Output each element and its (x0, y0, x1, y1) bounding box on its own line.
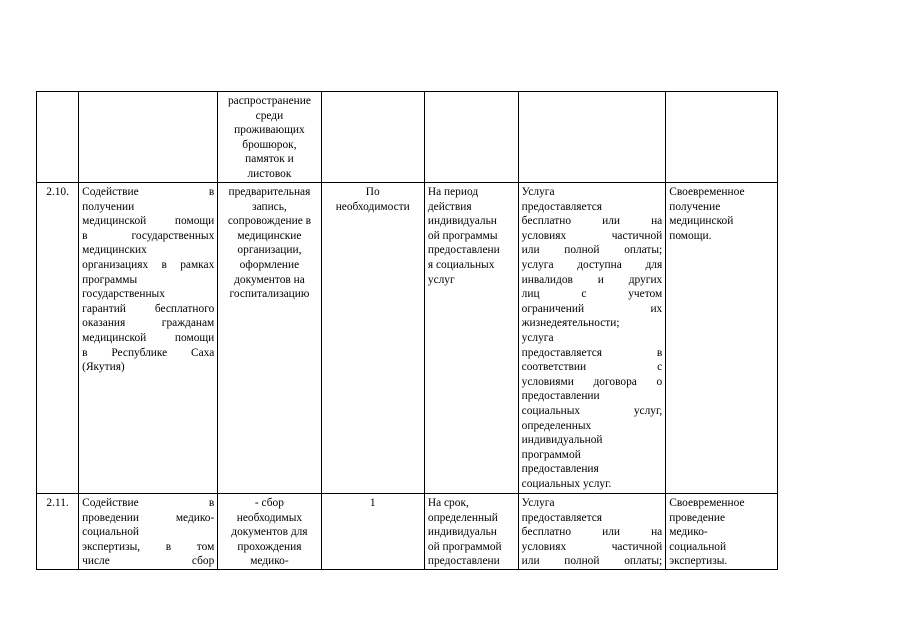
service-name-line: проведении медико- (82, 511, 215, 524)
service-content-line: проживающих (234, 124, 305, 137)
service-content-line: распространение (227, 95, 311, 107)
service-name-line: организациях в рамках (82, 258, 215, 271)
service-name-line: Содействие в (82, 497, 215, 509)
service-conditions-cell (518, 92, 666, 183)
service-name-line: получении (82, 200, 135, 213)
service-conditions-line: или полной оплаты; (521, 555, 663, 568)
service-term-cell (424, 494, 518, 570)
service-content-line: сопровождение в (227, 215, 311, 228)
services-table (36, 91, 778, 570)
service-period-line: необходимости (335, 200, 410, 213)
service-content-line: необходимых (236, 511, 303, 524)
service-content-cell (218, 183, 321, 494)
service-result-line: экспертизы. (669, 555, 728, 568)
service-conditions-line: социальных услуг, (521, 404, 663, 417)
service-term-line: На срок, (427, 497, 469, 509)
service-name-line: медицинской помощи (82, 331, 215, 344)
service-conditions-cell (518, 494, 666, 570)
service-conditions-line: инвалидов и других (521, 273, 663, 286)
service-conditions-line: социальных услуг. (521, 477, 612, 490)
service-period-cell (321, 183, 424, 494)
service-name-line: медицинской помощи (82, 215, 215, 228)
service-result-cell (666, 92, 778, 183)
service-content-line: документов на (234, 273, 305, 286)
row-number: 2.10. (46, 186, 69, 198)
service-name-line: медицинских (82, 244, 147, 257)
service-name-line: экспертизы, в том (82, 540, 215, 553)
service-conditions-line: бесплатно или на (521, 215, 663, 228)
service-term-line: предоставлени (427, 244, 500, 257)
service-content-line: госпитализацию (229, 288, 310, 301)
service-result-line: социальной (669, 540, 727, 553)
service-conditions-cell (518, 183, 666, 494)
service-conditions-line: жизнедеятельности; (521, 317, 620, 330)
service-term-line: ой программой (427, 540, 502, 553)
service-term-line: На период (427, 186, 479, 198)
service-result-line: медико- (669, 526, 708, 539)
service-content-line: организации, (237, 244, 302, 257)
service-name-line: в Республике Саха (82, 346, 215, 359)
service-content-line: запись, (252, 200, 287, 213)
service-name-line: в государственных (82, 229, 215, 242)
service-term-line: услуг (427, 273, 455, 286)
service-result-cell (666, 494, 778, 570)
service-term-line: индивидуальн (427, 215, 497, 228)
service-conditions-line: бесплатно или на (521, 526, 663, 539)
service-result-line: помощи. (669, 229, 712, 242)
service-term-cell (424, 183, 518, 494)
service-content-cell (218, 92, 321, 183)
service-term-line: действия (427, 200, 472, 213)
service-conditions-line: услуга (521, 331, 554, 344)
service-result-line: Своевременное (669, 186, 745, 198)
row-number: 2.11. (46, 497, 69, 509)
service-term-line: ой программы (427, 229, 498, 242)
service-name-line: государственных (82, 288, 165, 301)
service-content-line: оформление (239, 258, 300, 271)
row-number-cell (37, 183, 79, 494)
service-content-line: - сбор (254, 497, 284, 509)
service-content-line: медико- (250, 555, 289, 568)
service-conditions-line: предоставления (521, 463, 599, 476)
service-conditions-line: условиями договора о (521, 375, 663, 388)
service-content-line: документов для (231, 526, 308, 539)
service-conditions-line: условиях частичной (521, 540, 663, 553)
service-conditions-line: программой (521, 448, 581, 461)
service-result-line: Своевременное (669, 497, 745, 509)
service-name-cell (79, 92, 218, 183)
service-conditions-line: предоставляется (521, 200, 602, 213)
service-content-line: памяток и (245, 153, 294, 166)
service-conditions-line: Услуга (521, 186, 555, 198)
table-row (37, 183, 778, 494)
service-content-line: медицинские (237, 229, 302, 242)
service-conditions-line: предоставляется (521, 511, 602, 524)
service-result-line: получение (669, 200, 721, 213)
service-conditions-line: соответствии с (521, 361, 663, 374)
service-result-line: медицинской (669, 215, 734, 228)
service-term-line: определенный (427, 511, 498, 524)
service-name-line: программы (82, 273, 138, 286)
service-period-line: 1 (369, 497, 376, 509)
service-period-cell (321, 494, 424, 570)
table-row (37, 494, 778, 570)
table-row (37, 92, 778, 183)
service-term-line: предоставлени (427, 555, 500, 568)
service-term-cell (424, 92, 518, 183)
service-name-line: гарантий бесплатного (82, 302, 215, 315)
service-conditions-line: или полной оплаты; (521, 244, 663, 257)
service-term-line: индивидуальн (427, 526, 497, 539)
service-conditions-line: предоставляется в (521, 346, 663, 359)
service-conditions-line: услуга доступна для (521, 258, 663, 271)
service-term-line: я социальных (427, 258, 495, 271)
service-conditions-line: лиц с учетом (521, 288, 663, 301)
service-name-line: (Якутия) (82, 361, 125, 374)
service-content-line: брошюрок, (242, 138, 297, 151)
service-conditions-line: условиях частичной (521, 229, 663, 242)
service-content-line: среди (255, 109, 284, 122)
service-name-line: социальной (82, 526, 140, 539)
service-conditions-line: индивидуальной (521, 434, 603, 447)
service-name-cell (79, 183, 218, 494)
service-conditions-line: ограничений их (521, 302, 663, 315)
service-conditions-line: предоставлении (521, 390, 600, 403)
service-conditions-line: определенных (521, 419, 592, 432)
service-result-cell (666, 183, 778, 494)
service-name-line: оказания гражданам (82, 317, 215, 330)
service-content-line: прохождения (237, 540, 302, 553)
row-number-cell (37, 92, 79, 183)
service-period-cell (321, 92, 424, 183)
service-content-line: листовок (247, 167, 292, 180)
service-name-line: числе сбор (82, 555, 215, 568)
row-number-cell (37, 494, 79, 570)
service-result-line: проведение (669, 511, 726, 524)
service-name-line: Содействие в (82, 186, 215, 198)
service-content-line: предварительная (228, 186, 311, 198)
service-period-line: По (365, 186, 380, 198)
service-content-cell (218, 494, 321, 570)
service-conditions-line: Услуга (521, 497, 555, 509)
service-name-cell (79, 494, 218, 570)
